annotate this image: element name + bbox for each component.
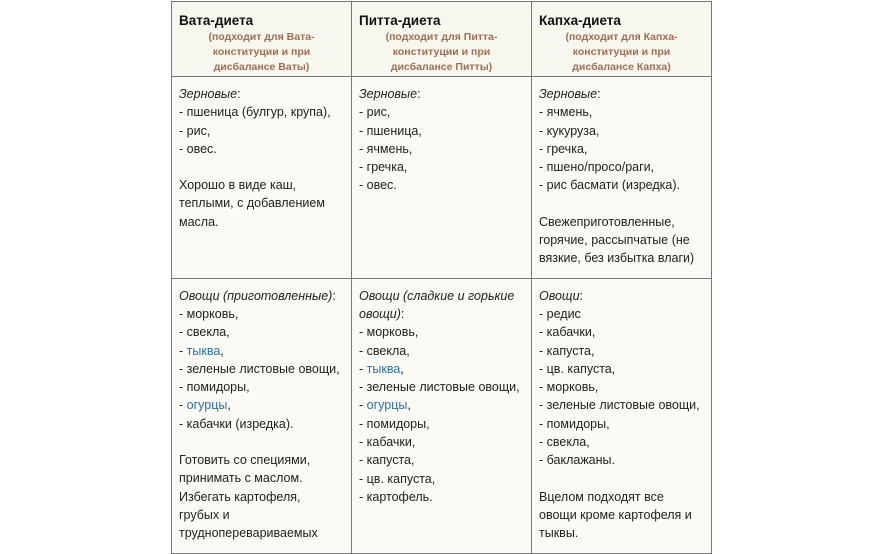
list-bullet: - [359,489,367,504]
list-item: - гречка, [539,141,588,156]
list-bullet: - [359,380,367,395]
category-name: овощи) [359,306,401,321]
list-text: зеленые листовые овощи, [186,361,340,376]
list-item [359,342,525,360]
list-item [539,451,705,469]
category-label: Овощи: [539,288,583,303]
vegetable-link[interactable]: огурцы [366,398,408,413]
category-name: Овощи (сладкие и горькие [359,288,515,303]
list-item [539,342,705,360]
list-text: зеленые листовые овощи, [366,380,520,395]
list-punct: , [227,398,231,413]
note-line: Вцелом подходят все [539,489,664,504]
vegetable-link[interactable]: огурцы [186,398,228,413]
list-item [539,396,705,414]
list-punct: , [220,343,224,358]
list-item [179,396,345,414]
category-name: Зерновые [179,87,238,101]
subtitle-line: дисбалансе Ваты) [213,61,310,73]
list-item [539,323,705,341]
list-item [539,305,705,323]
category-label: овощи): [359,306,405,321]
grains-cell [352,77,532,279]
note-line: масла. [179,214,219,229]
grains-cell [172,77,352,279]
category-name: Овощи (приготовленные) [179,288,333,303]
category-name: Зерновые [359,87,418,101]
vegetable-link[interactable]: тыква [366,361,401,376]
list-bullet: - [539,435,547,450]
spacer [179,433,345,451]
list-text: баклажаны. [546,453,615,468]
list-item: - овес. [359,178,397,193]
list-item [359,415,525,433]
kapha-subtitle [532,29,711,75]
list-text: цв. капуста, [546,361,616,376]
vegetable-link[interactable]: тыква [186,343,221,358]
list-bullet: - [539,325,547,340]
list-text: кабачки, [366,435,416,450]
vata-subtitle [172,29,351,75]
list-text: помидоры, [366,416,430,431]
list-item [359,488,525,506]
list-item [179,360,345,378]
list-bullet: - [539,361,547,376]
list-item [179,323,345,341]
list-bullet: - [539,380,547,395]
note-line: теплыми, с добавлением [179,196,325,211]
list-item [539,415,705,433]
list-text: зеленые листовые овощи, [546,398,700,413]
list-text: капуста, [546,343,595,358]
list-item [539,378,705,396]
list-bullet: - [539,416,547,431]
list-bullet: - [179,380,187,395]
list-bullet: - [359,453,367,468]
list-item [179,415,345,433]
list-bullet: - [179,361,187,376]
spacer [539,470,705,488]
list-item [359,360,525,378]
list-item [179,342,345,360]
list-text: капуста, [366,453,415,468]
list-text: помидоры, [546,416,610,431]
subtitle-line: конституции и при [572,46,671,58]
list-item [359,323,525,341]
list-bullet: - [359,361,367,376]
list-bullet: - [179,306,187,321]
list-item [359,433,525,451]
note-line: Свежеприготовленные, [539,214,675,229]
pitta-title: Питта-диета [359,13,441,28]
list-item: - ячмень, [539,105,593,120]
subtitle-line: конституции и при [392,46,491,58]
subtitle-line: дисбалансе Питты) [390,61,493,73]
list-item: - пшеница, [359,123,422,138]
list-item [179,305,345,323]
list-item: - рис, [179,123,211,138]
category-label: Овощи (приготовленные): [179,288,336,303]
list-text: редис [546,306,581,321]
note-line: трудноперевариваемых [179,526,318,541]
note-line: Хорошо в виде каш, [179,178,297,193]
list-text: кабачки, [546,325,596,340]
kapha-title: Капха-диета [539,13,621,28]
note-line: тыквы. [539,526,579,541]
list-item: - ячмень, [359,141,413,156]
category-label: Зерновые: [539,87,601,101]
list-item [359,378,525,396]
list-item: - гречка, [359,160,408,175]
pitta-subtitle [352,29,531,75]
list-item: - пшеница (булгур, крупа), [179,105,331,120]
list-text: кабачки (изредка). [186,416,294,431]
vegetables-cell [352,278,532,553]
note-line: Готовить со специями, [179,453,311,468]
note-line: вязкие, без избытка влаги) [539,251,695,266]
list-item: - пшено/просо/раги, [539,160,655,175]
list-text: цв. капуста, [366,471,436,486]
cell-content [352,279,531,517]
spacer [179,158,345,176]
list-bullet: - [359,435,367,450]
list-item: - рис басмати (изредка). [539,178,680,193]
category-name: Зерновые [539,87,598,101]
list-item [359,396,525,414]
vegetables-cell [532,278,712,553]
list-text: морковь, [546,380,599,395]
list-text: морковь, [186,306,239,321]
cell-content [352,77,531,205]
list-bullet: - [359,471,367,486]
list-bullet: - [539,343,547,358]
list-bullet: - [359,398,367,413]
list-bullet: - [179,398,187,413]
list-text: помидоры, [186,380,250,395]
list-bullet: - [179,325,187,340]
cell-content [532,77,711,278]
list-item: - рис, [359,105,391,120]
category-label: Зерновые: [179,87,241,101]
diet-comparison-table [171,1,712,554]
list-item [359,470,525,488]
subtitle-line: конституции и при [212,46,311,58]
grains-cell [532,77,712,279]
header-pitta [352,2,532,77]
note-line: грубых и [179,507,230,522]
spacer [539,195,705,213]
header-vata [172,2,352,77]
list-item [539,360,705,378]
vegetables-cell [172,278,352,553]
header-row [172,2,712,77]
note-line: горячие, рассыпчатые (не [539,233,690,248]
subtitle-line: (подходит для Питта- [385,31,498,43]
list-text: свекла, [546,435,590,450]
vegetables-row [172,278,712,553]
list-item [539,433,705,451]
cell-content [532,279,711,553]
list-item: - кукуруза, [539,123,600,138]
category-label: Зерновые: [359,87,421,101]
list-text: морковь, [366,325,419,340]
list-bullet: - [359,325,367,340]
list-text: картофель. [366,489,433,504]
list-bullet: - [539,306,547,321]
list-text: свекла, [186,325,230,340]
category-name: Овощи [539,288,580,303]
list-bullet: - [359,343,367,358]
list-bullet: - [179,343,187,358]
note-line: Избегать картофеля, [179,489,301,504]
category-label [359,287,525,305]
subtitle-line: (подходит для Вата- [208,31,315,43]
list-item [179,378,345,396]
list-text: свекла, [366,343,410,358]
subtitle-line: (подходит для Капха- [565,31,678,43]
vata-title: Вата-диета [179,13,254,28]
list-item: - овес. [179,141,217,156]
cell-content [172,279,351,553]
cell-content [172,77,351,241]
list-bullet: - [539,453,547,468]
list-punct: , [400,361,404,376]
header-kapha [532,2,712,77]
list-bullet: - [179,416,187,431]
subtitle-line: дисбалансе Капха) [572,61,671,73]
list-punct: , [407,398,411,413]
grains-row [172,77,712,279]
note-line: овощи кроме картофеля и [539,507,692,522]
note-line: принимать с маслом. [179,471,303,486]
list-bullet: - [359,416,367,431]
list-item [359,451,525,469]
list-bullet: - [539,398,547,413]
